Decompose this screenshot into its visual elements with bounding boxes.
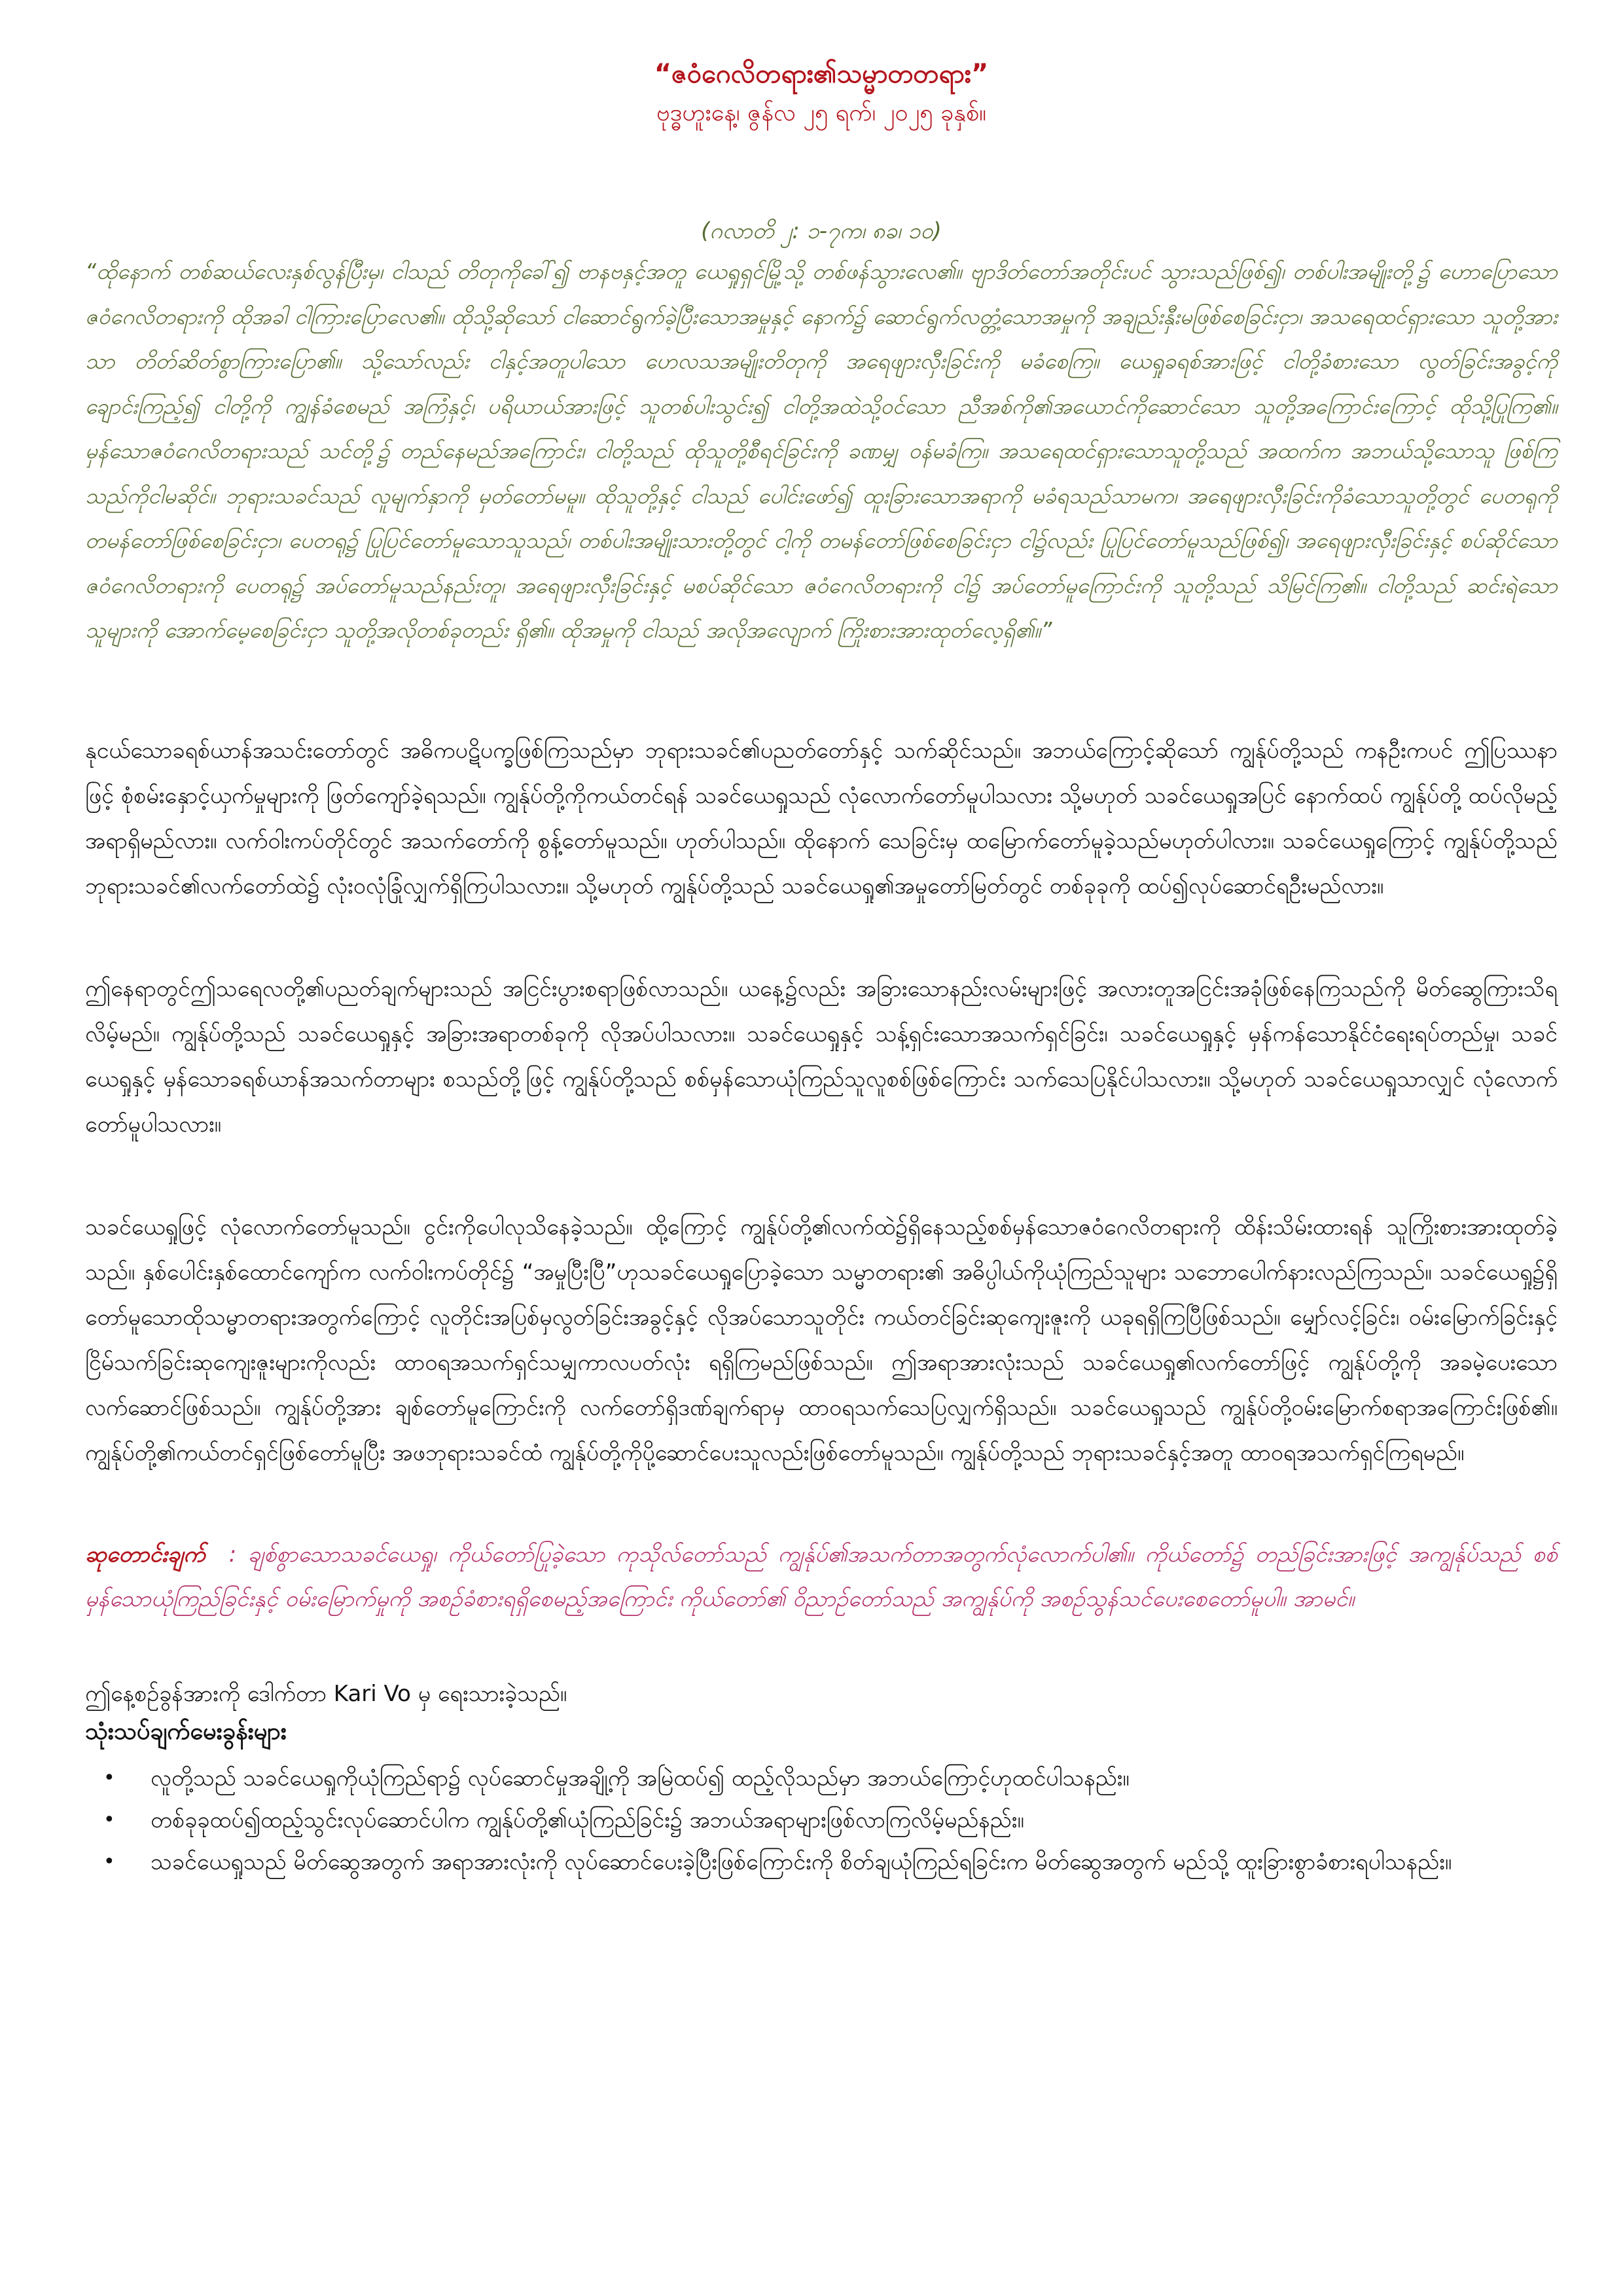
bullet-icon: • (103, 1850, 115, 1873)
questions-heading: သုံးသပ်ချက်မေးခွန်းများ (85, 1717, 287, 1745)
question-text: လူတို့သည် သခင်ယေရှုကိုယုံကြည်ရာ၌ လုပ်ဆောင်မှုအချို့ကို အမြဲထပ်၍ ထည့်လိုသည်မှာ အဘယ်ကြောင့်ဟုထင်ပါသနည်း။ (151, 1765, 1130, 1791)
page-title: “ဇဝံဂေလိတရား၏သမ္မာတတရား” (654, 59, 989, 89)
prayer-text: : ချစ်စွာသောသခင်ယေရှု၊ ကိုယ်တော်ပြုခဲ့သော ကုသိုလ်တော်သည် ကျွန်ုပ်၏အသက်တာအတွက်လုံလောက်ပါ၏။ ကိုယ်တော်၌ တည်ခြင်းအားဖြင့် အကျွန်ုပ်သည် စစ်မှန်သောယုံကြည်ခြင်းနှင့် ဝမ်းမြောက်မှုကို အစဉ်ခံစားရရှိစေမည့်အကြောင်း ကိုယ်တော်၏ ဝိညာဉ်တော်သည် အကျွန်ုပ်ကို အစဉ်သွန်သင်ပေးစေတော်မူပါ။ အာမင်။ (85, 1541, 1558, 1612)
question-text: တစ်ခုခုထပ်၍ထည့်သွင်းလုပ်ဆောင်ပါက ကျွန်ုပ်တို့၏ယုံကြည်ခြင်း၌ အဘယ်အရာများဖြစ်လာကြလိမ့်မည်နည်း။ (151, 1806, 1024, 1833)
body-paragraph-1: နုငယ်သောခရစ်ယာန်အသင်းတော်တွင် အဓိကပဋိပက္ခဖြစ်ကြသည်မှာ ဘုရားသခင်၏ပညတ်တော်နှင့် သက်ဆိုင်သည်။ အဘယ်ကြောင့်ဆိုသော် ကျွန်ုပ်တို့သည် ကနဦးကပင် ဤပြဿနာဖြင့် စုံစမ်းနှောင့်ယှက်မှုများကို ဖြတ်ကျော်ခဲ့ရသည်။ ကျွန်ုပ်တို့ကိုကယ်တင်ရန် သခင်ယေရှုသည် လုံလောက်တော်မူပါသလား သို့မဟုတ် သခင်ယေရှုအပြင် နောက်ထပ် ကျွန်ုပ်တို့ ထပ်လိုမည့်အရာရှိမည်လား။ လက်ဝါးကပ်တိုင်တွင် အသက်တော်ကို စွန့်တော်မူသည်။ ဟုတ်ပါသည်။ ထိုနောက် သေခြင်းမှ ထမြောက်တော်မူခဲ့သည်မဟုတ်ပါလား။ သခင်ယေရှုကြောင့် ကျွန်ုပ်တို့သည် ဘုရားသခင်၏လက်တော်ထဲ၌ လုံးဝလုံခြုံလျှက်ရှိကြပါသလား။ သို့မဟုတ် ကျွန်ုပ်တို့သည် သခင်ယေရှု၏အမှုတော်မြတ်တွင် တစ်ခုခုကို ထပ်၍လုပ်ဆောင်ရဦးမည်လား။ (85, 737, 1558, 899)
question-text: သခင်ယေရှုသည် မိတ်ဆွေအတွက် အရာအားလုံးကို လုပ်ဆောင်ပေးခဲ့ပြီးဖြစ်ကြောင်းကို စိတ်ချယုံကြည်ရခြင်းက မိတ်ဆွေအတွက် မည်သို့ ထူးခြားစွာခံစားရပါသနည်း။ (151, 1848, 1452, 1875)
bullet-icon: • (103, 1808, 115, 1831)
body-paragraph-3: သခင်ယေရှုဖြင့် လုံလောက်တော်မူသည်။ ငွင်းကိုပေါလုသိနေခဲ့သည်။ ထို့ကြောင့် ကျွန်ုပ်တို့၏လက်ထဲ၌ရှိနေသည့်စစ်မှန်သောဇဝံဂေလိတရားကို ထိန်းသိမ်းထားရန် သူကြိုးစားအားထုတ်ခဲ့သည်။ နှစ်ပေါင်းနှစ်ထောင်ကျော်က လက်ဝါးကပ်တိုင်၌ “အမှုပြီးပြီ”ဟုသခင်ယေရှုပြောခဲ့သော သမ္မာတရား၏ အဓိပ္ပါယ်ကိုယုံကြည်သူများ သဘောပေါက်နားလည်ကြသည်။ သခင်ယေရှု၌ရှိတော်မူသောထိုသမ္မာတရားအတွက်ကြောင့် လူတိုင်းအပြစ်မှလွတ်ခြင်းအခွင့်နှင့် လိုအပ်သောသူတိုင်း ကယ်တင်ခြင်းဆုကျေးဇူးကို ယခုရရှိကြပြီဖြစ်သည်။ မျှော်လင့်ခြင်း၊ ဝမ်းမြောက်ခြင်းနှင့် ငြိမ်သက်ခြင်းဆုကျေးဇူးများကိုလည်း ထာဝရအသက်ရှင်သမျှကာလပတ်လုံး ရရှိကြမည်ဖြစ်သည်။ ဤအရာအားလုံးသည် သခင်ယေရှု၏လက်တော်ဖြင့် ကျွန်ုပ်တို့ကို အခမဲ့ပေးသောလက်ဆောင်ဖြစ်သည်။ ကျွန်ုပ်တို့အား ချစ်တော်မူကြောင်းကို လက်တော်ရှိဒဏ်ချက်ရာမှ ထာဝရသက်သေပြလျှက်ရှိသည်။ သခင်ယေရှုသည် ကျွန်ုပ်တို့ဝမ်းမြောက်စရာအကြောင်းဖြစ်၏။ ကျွန်ုပ်တို့၏ကယ်တင်ရှင်ဖြစ်တော်မူပြီး အဖဘုရားသခင်ထံ ကျွန်ုပ်တို့ကိုပို့ဆောင်ပေးသူလည်းဖြစ်တော်မူသည်။ ကျွန်ုပ်တို့သည် ဘုရားသခင်နှင့်အတူ ထာဝရအသက်ရှင်ကြရမည်။ (85, 1213, 1558, 1466)
prayer-label: ဆုတောင်းချက် (85, 1541, 205, 1568)
page-date: ဗုဒ္ဓဟူးနေ့၊ ဇွန်လ ၂၅ ရက်၊ ၂၀၂၅ ခုနှစ်။ (656, 99, 986, 126)
bullet-icon: • (103, 1766, 115, 1789)
body-paragraph-2: ဤနေရာတွင်ဤသရေလတို့၏ပညတ်ချက်များသည် အငြင်းပွားစရာဖြစ်လာသည်။ ယနေ့၌လည်း အခြားသောနည်းလမ်းများဖြင့် အလားတူအငြင်းအခုံဖြစ်နေကြသည်ကို မိတ်ဆွေကြားသိရလိမ့်မည်။ ကျွန်ုပ်တို့သည် သခင်ယေရှုနှင့် အခြားအရာတစ်ခုကို လိုအပ်ပါသလား။ သခင်ယေရှုနှင့် သန့်ရှင်းသောအသက်ရှင်ခြင်း၊ သခင်ယေရှုနှင့် မှန်ကန်သောနိုင်ငံရေးရပ်တည်မှု၊ သခင်ယေရှုနှင့် မှန်သောခရစ်ယာန်အသက်တာများ စသည်တို့ဖြင့် ကျွန်ုပ်တို့သည် စစ်မှန်သောယုံကြည်သူလူစစ်ဖြစ်ကြောင်း သက်သေပြနိုင်ပါသလား။ သို့မဟုတ် သခင်ယေရှုသာလျှင် လုံလောက်တော်မူပါသလား။ (85, 975, 1558, 1138)
devotional-page (85, 56, 1558, 1883)
scripture-text: “ထိုနောက် တစ်ဆယ်လေးနှစ်လွန်ပြီးမှ၊ ငါသည် တိတုကိုခေါ်၍ ဗာနဗနှင့်အတူ ယေရှုရှင်မြို့သို့ တစ်ဖန်သွားလေ၏။ ဗျာဒိတ်တော်အတိုင်းပင် သွားသည်ဖြစ်၍၊ တစ်ပါးအမျိုးတို့၌ ဟောပြောသော ဇဝံဂေလိတရားကို ထိုအခါ ငါကြားပြောလေ၏။ ထိုသို့ဆိုသော် ငါဆောင်ရွက်ခဲ့ပြီးသောအမှုနှင့် နောက်၌ ဆောင်ရွက်လတ္တံ့သောအမှုကို အချည်းနှီးမဖြစ်စေခြင်းငှာ၊ အသရေထင်ရှားသော သူတို့အားသာ တိတ်ဆိတ်စွာကြားပြော၏။ သို့သော်လည်း ငါနှင့်အတူပါသော ဟေလသအမျိုးတိတုကို အရေဖျားလှီးခြင်းကို မခံစေကြ။ ယေရှုခရစ်အားဖြင့် ငါတို့ခံစားသော လွတ်ခြင်းအခွင့်ကို ချောင်းကြည့်၍ ငါတို့ကို ကျွန်ခံစေမည် အကြံနှင့်၊ ပရိယာယ်အားဖြင့် သူတစ်ပါးသွင်း၍ ငါတို့အထဲသို့ဝင်သော ညီအစ်ကို၏အယောင်ကိုဆောင်သော သူတို့အကြောင်းကြောင့် ထိုသို့ပြုကြ၏။ မှန်သောဇဝံဂေလိတရားသည် သင်တို့၌ တည်နေမည်အကြောင်း၊ ငါတို့သည် ထိုသူတို့စီရင်ခြင်းကို ခဏမျှ ဝန်မခံကြ။ အသရေထင်ရှားသောသူတို့သည် အထက်က အဘယ်သို့သောသူ ဖြစ်ကြသည်ကိုငါမဆိုင်။ ဘုရားသခင်သည် လူမျက်နှာကို မှတ်တော်မမူ။ ထိုသူတို့နှင့် ငါသည် ပေါင်းဖော်၍ ထူးခြားသောအရာကို မခံရသည်သာမက၊ အရေဖျားလှီးခြင်းကိုခံသောသူတို့တွင် ပေတရုကို တမန်တော်ဖြစ်စေခြင်းငှာ၊ ပေတရု၌ ပြုပြင်တော်မူသောသူသည်၊ တစ်ပါးအမျိုးသားတို့တွင် ငါ့ကို တမန်တော်ဖြစ်စေခြင်းငှာ ငါ၌လည်း ပြုပြင်တော်မူသည်ဖြစ်၍၊ အရေဖျားလှီးခြင်းနှင့် စပ်ဆိုင်သော ဇဝံဂေလိတရားကို ပေတရု၌ အပ်တော်မူသည်နည်းတူ၊ အရေဖျားလှီးခြင်းနှင့် မစပ်ဆိုင်သော ဇဝံဂေလိတရားကို ငါ၌ အပ်တော်မူကြောင်းကို သူတို့သည် သိမြင်ကြ၏။ ငါတို့သည် ဆင်းရဲသောသူများကို အောက်မေ့စေခြင်းငှာ သူတို့အလိုတစ်ခုတည်း ရှိ၏။ ထိုအမှုကို ငါသည် အလိုအလျောက် ကြိုးစားအားထုတ်လေ့ရှိ၏။” (85, 259, 1558, 643)
questions-list (85, 1757, 1558, 1883)
scripture-reference: (ဂလာတိ ၂: ၁-၇က၊ ၈ခ၊ ၁၀) (701, 218, 942, 244)
question-item (85, 1799, 1558, 1841)
question-item (85, 1757, 1558, 1799)
question-item (85, 1841, 1558, 1883)
prayer-block (85, 1532, 1558, 1621)
author-line: ဤနေ့စဉ်ခွန်အားကို ဒေါက်တာ Kari Vo မှ ရေးသားခဲ့သည်။ (85, 1680, 567, 1707)
